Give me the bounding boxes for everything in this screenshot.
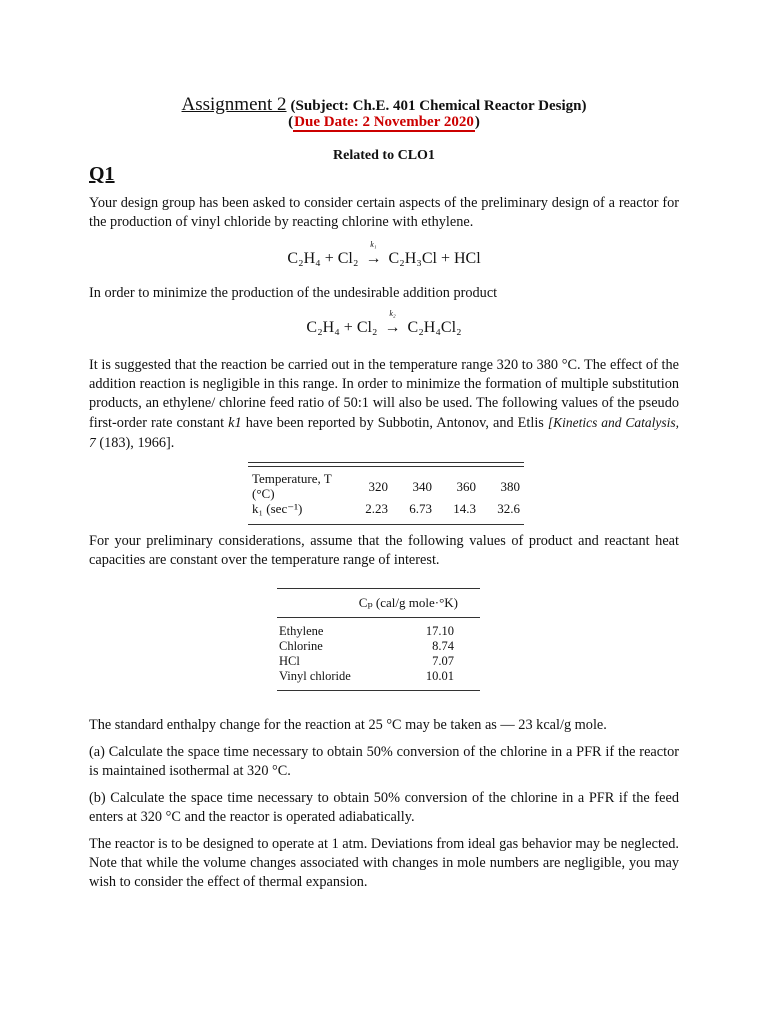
table-row	[277, 624, 480, 639]
reaction-equation-1	[0, 240, 768, 268]
rate-cell: 2.23	[365, 501, 388, 516]
question-label: Q1	[89, 163, 115, 185]
temperature-cell: 380	[500, 478, 520, 494]
species-name: HCl	[279, 654, 300, 668]
eq2-rate-constant: k₂	[389, 309, 396, 318]
heat-capacity-table	[277, 588, 480, 691]
citation: [Kinetics and Catalysis, 7	[89, 415, 679, 450]
eq1-products: C₂H₃Cl + HCl	[388, 250, 481, 267]
due-close-paren: )	[474, 114, 480, 130]
eq1-rate-constant: k₁	[370, 240, 377, 249]
part-a-paragraph: (a) Calculate the space time necessary to obtain 50% conversion of the chlorine in a PFR if the reactor is maintained isothermal at 320 °C.	[89, 744, 679, 779]
heat-capacity-paragraph: For your preliminary considerations, assume that the following values of product and reactant heat capacities are constant over the temperature range of interest.	[89, 533, 679, 568]
rate-row-label: k₁ (sec⁻¹)	[252, 501, 303, 516]
species-name: Chlorine	[279, 639, 323, 653]
temperature-cell: 340	[412, 478, 432, 494]
temperature-cell: 320	[368, 478, 388, 494]
temperature-text-3: (183), 1966].	[99, 435, 175, 451]
temperature-paragraph	[89, 356, 679, 453]
cp-value: 7.07	[432, 654, 454, 668]
due-open-paren: (	[288, 114, 294, 130]
temperature-text-1: It is suggested that the reaction be carried out in the temperature range 320 to 380 °C. The effect of the addition reaction is negligible in this range. In order to minimize the formation of multiple substitution products, an ethylene/ chlorine feed ratio of 50:1 will also be used. The following values of the pseudo first-order rate constant	[89, 357, 679, 431]
cp-value: 10.01	[425, 669, 454, 683]
cp-header: Cₚ (cal/g mole·°K)	[358, 595, 458, 610]
cp-value: 17.10	[425, 624, 454, 638]
part-b-paragraph: (b) Calculate the space time necessary to obtain 50% conversion of the chlorine in a PFR if the feed enters at 320 °C and the reactor is operated adiabatically.	[89, 790, 679, 825]
table-row	[277, 654, 480, 669]
subject-text: (Subject: Ch.E. 401 Chemical Reactor Design)	[290, 98, 587, 114]
reaction-equation-2	[0, 309, 768, 337]
rate-constant-table	[248, 462, 524, 525]
rate-cell: 6.73	[409, 501, 432, 516]
clo-label: Related to CLO1	[333, 148, 435, 163]
table-row	[277, 639, 480, 654]
rate-constant-symbol: k1	[228, 415, 242, 431]
table-row	[248, 501, 524, 516]
due-date: Due Date: 2 November 2020	[294, 114, 474, 130]
table-row	[248, 471, 524, 501]
species-name: Vinyl chloride	[279, 669, 351, 683]
rate-cell: 32.6	[497, 501, 520, 516]
intro-paragraph: Your design group has been asked to consider certain aspects of the preliminary design of a reactor for the production of vinyl chloride by reacting chlorine with ethylene.	[89, 195, 679, 230]
eq2-products: C₂H₄Cl₂	[407, 319, 462, 336]
closing-paragraph: The reactor is to be designed to operate at 1 atm. Deviations from ideal gas behavior may be neglected. Note that while the volume changes associated with changes in mole numbers are negligible, you may wish to consider the effect of thermal expansion.	[89, 836, 679, 890]
temperature-row-label: Temperature, T (°C)	[252, 471, 332, 501]
cp-value: 8.74	[432, 639, 454, 653]
temperature-text-2: have been reported by Subbotin, Antonov, and Etlis	[241, 415, 548, 431]
enthalpy-paragraph: The standard enthalpy change for the reaction at 25 °C may be taken as — 23 kcal/g mole.	[89, 717, 607, 733]
eq1-reactants: C₂H₄ + Cl₂	[287, 250, 359, 267]
assignment-title	[0, 94, 768, 116]
assignment-heading: Assignment 2	[181, 94, 287, 115]
temperature-cell: 360	[456, 478, 476, 494]
species-name: Ethylene	[279, 624, 324, 638]
table-row	[277, 669, 480, 684]
minimize-paragraph: In order to minimize the production of the undesirable addition product	[89, 285, 498, 301]
due-date-line	[0, 114, 768, 131]
eq2-reactants: C₂H₄ + Cl₂	[306, 319, 378, 336]
rate-cell: 14.3	[453, 501, 476, 516]
eq1-arrow: k₁ →	[365, 240, 382, 267]
eq2-arrow: k₂ →	[384, 309, 401, 336]
